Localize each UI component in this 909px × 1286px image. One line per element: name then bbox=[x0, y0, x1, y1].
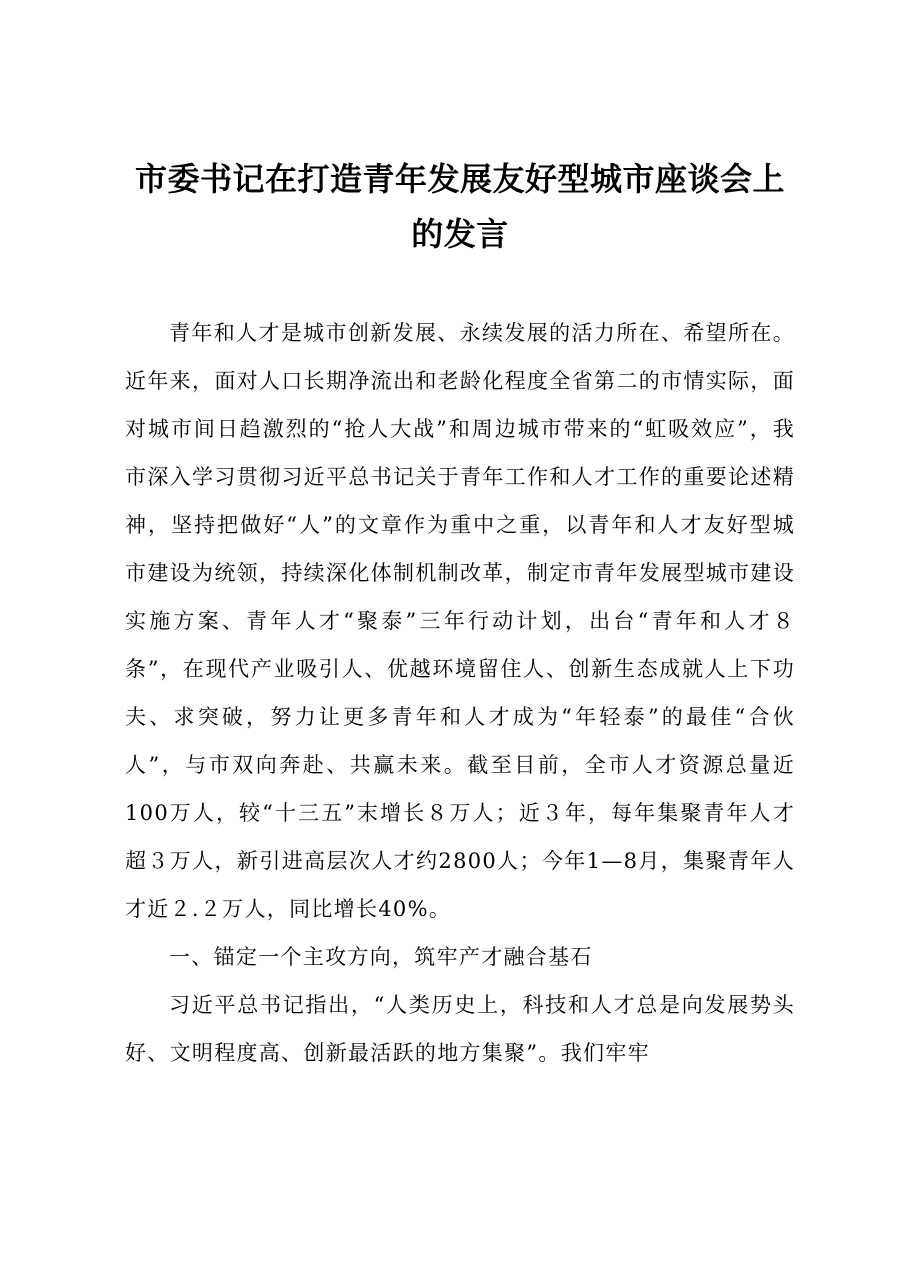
document-body bbox=[125, 309, 795, 1077]
document-title bbox=[110, 152, 810, 262]
paragraph-intro: 青年和人才是城市创新发展、永续发展的活力所在、希望所在。近年来，面对人口长期净流出和老龄化程度全省第二的市情实际，面对城市间日趋激烈的“抢人大战”和周边城市带来的“虹吸效应”，我市深入学习贯彻习近平总书记关于青年工作和人才工作的重要论述精神，坚持把做好“人”的文章作为重中之重，以青年和人才友好型城市建设为统领，持续深化体制机制改革，制定市青年发展型城市建设实施方案、青年人才“聚泰”三年行动计划，出台“青年和人才８条”，在现代产业吸引人、优越环境留住人、创新生态成就人上下功夫、求突破，努力让更多青年和人才成为“年轻泰”的最佳“合伙人”，与市双向奔赴、共赢未来。截至目前，全市人才资源总量近100万人，较“十三五”末增长８万人；近３年，每年集聚青年人才超３万人，新引进高层次人才约2800人；今年1—8月，集聚青年人才近２.２万人，同比增长40%。 bbox=[125, 321, 795, 921]
paragraph-section-1: 习近平总书记指出，“人类历史上，科技和人才总是向发展势头好、文明程度高、创新最活跃的地方集聚”。我们牢牢 bbox=[125, 993, 795, 1065]
title-line-1: 市委书记在打造青年发展友好型城市座谈会上 bbox=[134, 160, 785, 198]
title-line-2: 的发言 bbox=[411, 215, 509, 253]
section-heading-1: 一、锚定一个主攻方向，筑牢产才融合基石 bbox=[169, 945, 593, 969]
